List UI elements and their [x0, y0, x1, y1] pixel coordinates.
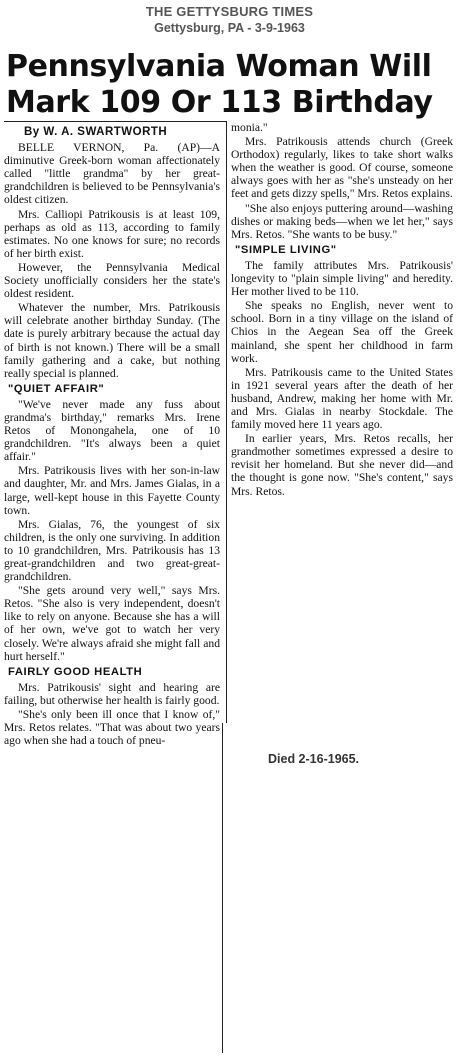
paragraph: Mrs. Patrikousis lives with her son-in-law and daughter, Mr. and Mrs. James Gialas, in a large, well-kept house in this Fayette County town.: [4, 464, 220, 517]
subheading-simple-living: "SIMPLE LIVING": [235, 243, 337, 256]
paragraph: Mrs. Patrikousis attends church (Greek Orthodox) regularly, likes to take short walks when the weather is good. Of course, someone always goes with her as "she's unsteady on her feet and gets dizzy spells," Mrs. Retos explains.: [231, 135, 453, 201]
paragraph: "She gets around very well," says Mrs. Retos. "She also is very independent, doesn't like to rely on anyone. Because she has a will of her own, we've got to watch her very closely. We're always afraid she might fall and hurt herself.": [4, 584, 220, 663]
paragraph: "She also enjoys puttering around—washing dishes or making beds—when we let her," says Mrs. Retos. "She wants to be busy.": [231, 201, 453, 241]
headline-line-2: Mark 109 Or 113 Birthday: [6, 85, 433, 120]
article-column-1: [4, 126, 220, 748]
paragraph: "We've never made any fuss about grandma's birthday," remarks Mrs. Irene Retos of Monongahela, one of 10 grandchildren. "It's always been a quiet affair.": [4, 397, 220, 464]
paragraph: Mrs. Gialas, 76, the youngest of six children, is the only one surviving. In addition to 10 grandchildren, Mrs. Patrikousis has 13 great-grandchildren and two great-great-grandchildren.: [4, 517, 220, 584]
column-divider: [226, 121, 227, 723]
article-column-2: [231, 121, 453, 499]
masthead-title: THE GETTYSBURG TIMES: [145, 4, 314, 19]
paragraph: The family attributes Mrs. Patrikousis' longevity to "plain simple living" and heredity. Her mother lived to be 110.: [231, 258, 453, 299]
paragraph: She speaks no English, never went to school. Born in a tiny village on the island of Chios in the Aegean Sea off the Greek mainland, she spent her childhood in farm work.: [231, 299, 453, 365]
subheading-quiet-affair: "QUIET AFFAIR": [8, 382, 105, 395]
death-date-annotation: Died 2-16-1965.: [268, 752, 360, 766]
masthead-dateline: Gettysburg, PA - 3-9-1963: [154, 21, 305, 35]
column-divider-lower: [222, 723, 223, 1053]
paragraph: Mrs. Patrikousis came to the United States in 1921 several years after the death of her husband, Andrew, making her home with Mr. and Mrs. Gialas in nearby Stockdale. The family moved here 11 years ago.: [231, 365, 453, 432]
headline-line-1: Pennsylvania Woman Will: [6, 49, 432, 84]
subheading-fairly-good-health: FAIRLY GOOD HEALTH: [8, 665, 143, 678]
paragraph: "She's only been ill once that I know of," Mrs. Retos relates. "That was about two years ago when she had a touch of pneu-: [4, 708, 220, 748]
byline: By W. A. SWARTWORTH: [24, 126, 168, 138]
paragraph: In earlier years, Mrs. Retos recalls, her grandmother sometimes expressed a desire to revisit her homeland. But she never did—and the thought is gone now. "She's content," says Mrs. Retos.: [231, 432, 453, 498]
paragraph: Mrs. Patrikousis' sight and hearing are failing, but otherwise her health is fairly good.: [4, 680, 220, 707]
headline-rule: [4, 121, 226, 122]
paragraph: Whatever the number, Mrs. Patrikousis will celebrate another birthday Sunday. (The date is purely arbitrary because the actual day of birth is not known.) There will be a small family gathering and a cake, but nothing really special is planned.: [4, 301, 220, 380]
paragraph: Mrs. Calliopi Patrikousis is at least 109, perhaps as old as 113, according to family estimates. No one knows for sure; no records of her birth exist.: [4, 207, 220, 260]
paragraph: BELLE VERNON, Pa. (AP)—A diminutive Greek-born woman affectionately called "little grandma" by her great-grandchildren is believed to be Pennsylvania's oldest citizen.: [4, 141, 220, 207]
paragraph: monia.": [231, 121, 268, 134]
paragraph: However, the Pennsylvania Medical Society unofficially considers her the state's oldest resident.: [4, 260, 220, 301]
